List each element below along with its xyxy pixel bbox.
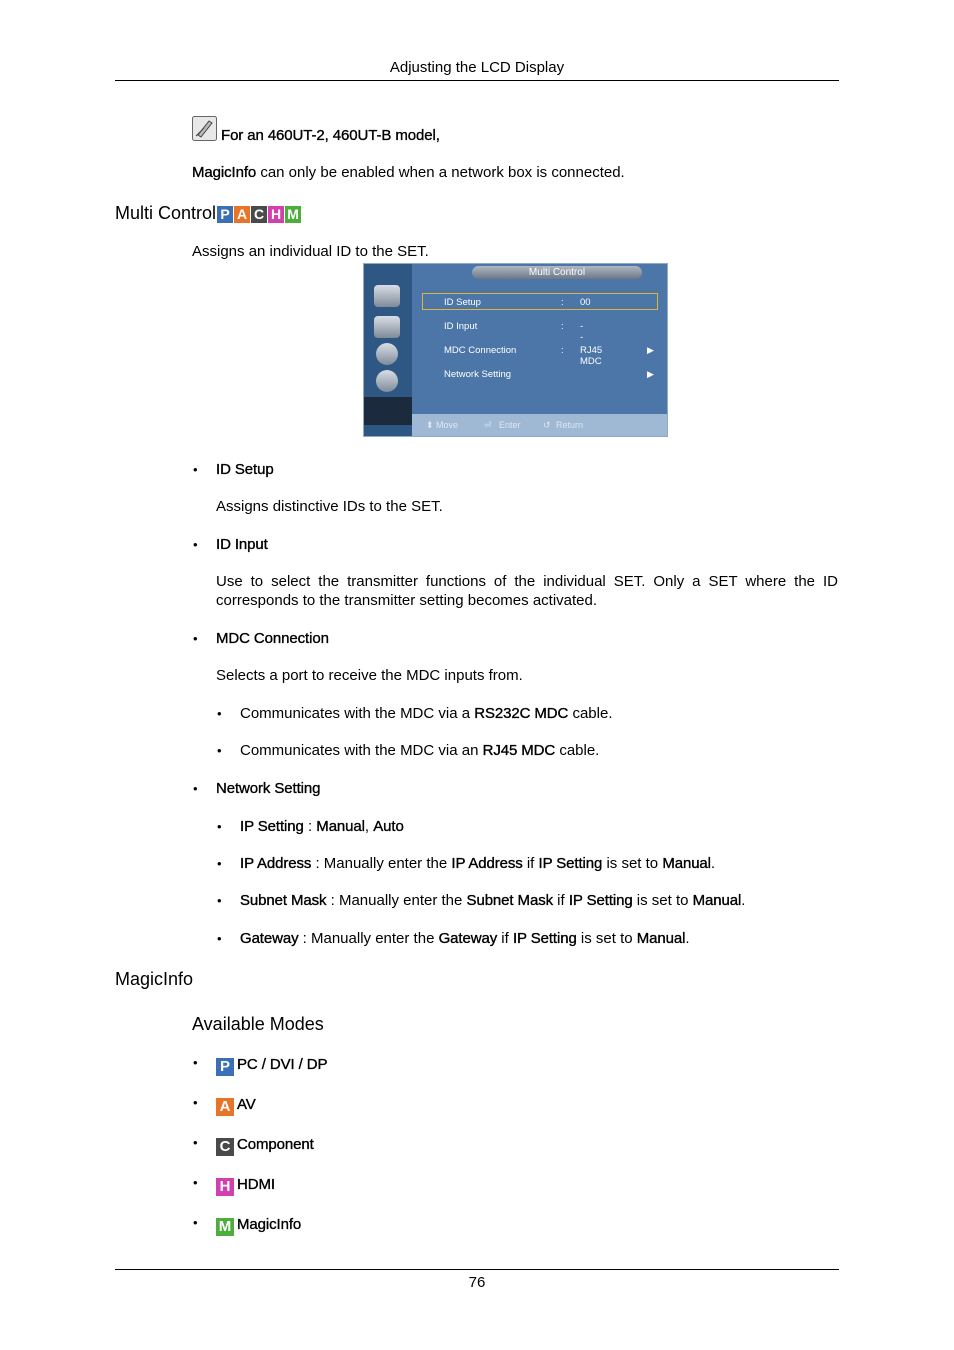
is-set-to-text: is set to [636, 892, 689, 909]
page-number: 76 [468, 1274, 486, 1291]
mode-label: AV [237, 1096, 256, 1113]
ip-address-bold: IP Address [240, 855, 312, 872]
magicinfo-heading: MagicInfo [115, 969, 194, 989]
mdc-sub-rj45 [240, 742, 599, 759]
osd-row-id-setup [444, 297, 591, 308]
manually-enter-text: : Manually enter the [302, 930, 435, 947]
ip-setting-bold: IP Setting [568, 892, 633, 909]
period-text: . [710, 855, 716, 872]
osd-setup-icon [376, 343, 398, 365]
manual-bold: Manual [636, 930, 686, 947]
bullet-icon: • [217, 893, 222, 908]
mdc-sub-text: cable. [572, 705, 613, 722]
manually-enter-text: : Manually enter the [315, 855, 448, 872]
manual-bold: Manual [692, 892, 742, 909]
available-modes-heading: Available Modes [192, 1014, 324, 1034]
mdc-connection-desc: Selects a port to receive the MDC inputs from. [216, 667, 523, 684]
osd-row-value: RJ45 MDC [580, 345, 603, 367]
multi-control-heading [115, 203, 302, 224]
mode-badge-p-icon: P [216, 1058, 234, 1076]
subnet-mask-line [240, 892, 745, 909]
note-pencil-icon [192, 116, 216, 140]
osd-row-label: ID Input [444, 321, 478, 332]
bullet-icon: • [217, 743, 222, 758]
manual-bold: Manual [662, 855, 711, 872]
manual-bold: Manual [316, 818, 365, 835]
auto-bold: Auto [373, 818, 404, 835]
gateway-bold: Gateway [240, 930, 299, 947]
bullet-icon: • [193, 1175, 198, 1190]
mode-label: MagicInfo [237, 1216, 302, 1233]
osd-enter-label: Enter [499, 420, 521, 430]
bullet-icon: • [193, 631, 198, 646]
mdc-sub-rs232 [240, 705, 612, 722]
osd-gear-icon [376, 370, 398, 392]
mode-label: HDMI [237, 1176, 275, 1193]
osd-menu-screenshot [363, 263, 668, 437]
mdc-sub-text: Communicates with the MDC via a [240, 705, 471, 722]
mode-label: PC / DVI / DP [237, 1056, 328, 1073]
osd-row-arrow-icon: ▶ [647, 369, 654, 379]
mode-badge-c-icon: C [216, 1138, 234, 1156]
osd-return-label: Return [556, 420, 584, 430]
id-input-title: ID Input [216, 536, 268, 553]
bullet-icon: • [193, 1055, 198, 1070]
gateway-bold: Gateway [438, 930, 498, 947]
bullet-icon: • [193, 781, 198, 796]
mode-item [216, 1176, 275, 1196]
mode-badge-h-icon: H [268, 206, 284, 223]
bullet-icon: • [193, 1135, 198, 1150]
bullet-icon: • [193, 1215, 198, 1230]
bullet-icon: • [193, 537, 198, 552]
id-setup-title: ID Setup [216, 461, 274, 478]
note-model-line: For an 460UT-2, 460UT-B model, [221, 127, 440, 144]
footer-rule [115, 1269, 839, 1270]
osd-row-network-setting [444, 369, 654, 380]
if-text: if [501, 930, 509, 947]
note-magicinfo-bold: MagicInfo [192, 164, 257, 181]
period-text: . [741, 892, 746, 909]
id-input-desc: Use to select the transmitter functions of the individual SET. Only a SET where the ID corresponds to the transmitter setting becomes activated. [216, 573, 838, 609]
osd-row-value: -- [580, 321, 584, 343]
mdc-sub-text: cable. [559, 742, 600, 759]
mode-badge-m-icon: M [216, 1218, 234, 1236]
osd-return-icon: ↺ [543, 420, 551, 430]
ip-setting-bold: IP Setting [538, 855, 603, 872]
mdc-sub-text: Communicates with the MDC via an [240, 742, 479, 759]
network-setting-title: Network Setting [216, 780, 321, 797]
comma-text: , [364, 818, 370, 835]
manually-enter-text: : Manually enter the [330, 892, 463, 909]
mode-item [216, 1136, 314, 1156]
ip-setting-bold: IP Setting [512, 930, 577, 947]
multi-control-heading-text: Multi Control [115, 203, 217, 223]
ip-address-line [240, 855, 715, 872]
if-text: if [557, 892, 565, 909]
osd-row-sep: : [561, 345, 564, 356]
bullet-icon: • [217, 931, 222, 946]
mdc-connection-title: MDC Connection [216, 630, 329, 647]
mode-badges [217, 203, 302, 223]
osd-move-label: Move [436, 420, 459, 430]
bullet-icon: • [217, 856, 222, 871]
bullet-icon: • [217, 706, 222, 721]
header-rule [115, 80, 839, 81]
osd-row-label: ID Setup [444, 297, 481, 308]
mode-item [216, 1056, 327, 1076]
period-text: . [685, 930, 690, 947]
note-text [192, 164, 625, 181]
if-text: if [526, 855, 535, 872]
mode-badge-p-icon: P [217, 206, 233, 223]
mode-badge-m-icon: M [285, 206, 301, 223]
osd-row-label: MDC Connection [444, 345, 517, 356]
mdc-sub-bold: RS232C MDC [474, 705, 569, 722]
osd-row-mdc-connection [444, 345, 654, 367]
mode-badge-a-icon: A [234, 206, 250, 223]
osd-multi-control-selected-icon [364, 397, 412, 425]
mode-item [216, 1096, 256, 1116]
mode-label: Component [237, 1136, 314, 1153]
multi-control-intro: Assigns an individual ID to the SET. [192, 243, 429, 260]
subnet-mask-bold: Subnet Mask [240, 892, 327, 909]
osd-enter-icon: ⏎ [484, 420, 492, 430]
id-setup-desc: Assigns distinctive IDs to the SET. [216, 498, 443, 515]
osd-title: Multi Control [472, 266, 642, 279]
osd-row-label: Network Setting [444, 369, 512, 380]
osd-row-value: 00 [580, 297, 591, 308]
osd-sound-icon [374, 316, 400, 338]
ip-setting-line [240, 818, 404, 835]
mode-badge-c-icon: C [251, 206, 267, 223]
is-set-to-text: is set to [606, 855, 659, 872]
osd-row-arrow-icon: ▶ [647, 345, 654, 355]
mode-badge-a-icon: A [216, 1098, 234, 1116]
mdc-sub-bold: RJ45 MDC [482, 742, 556, 759]
page-header-title: Adjusting the LCD Display [389, 59, 565, 76]
ip-setting-bold: IP Setting [240, 818, 304, 835]
osd-move-icon: ⬍ [426, 420, 434, 430]
subnet-mask-bold: Subnet Mask [466, 892, 553, 909]
is-set-to-text: is set to [580, 930, 633, 947]
bullet-icon: • [193, 1095, 198, 1110]
osd-row-sep: : [561, 297, 564, 308]
osd-row-id-input [444, 321, 584, 343]
bullet-icon: • [193, 462, 198, 477]
osd-row-sep: : [561, 321, 564, 332]
osd-picture-icon [374, 285, 400, 307]
colon-text: : [307, 818, 313, 835]
ip-address-bold: IP Address [451, 855, 523, 872]
osd-footer [412, 414, 667, 436]
mode-badge-h-icon: H [216, 1178, 234, 1196]
gateway-line [240, 930, 690, 947]
mode-item [216, 1216, 301, 1236]
note-body: can only be enabled when a network box is connected. [260, 164, 625, 181]
bullet-icon: • [217, 819, 222, 834]
